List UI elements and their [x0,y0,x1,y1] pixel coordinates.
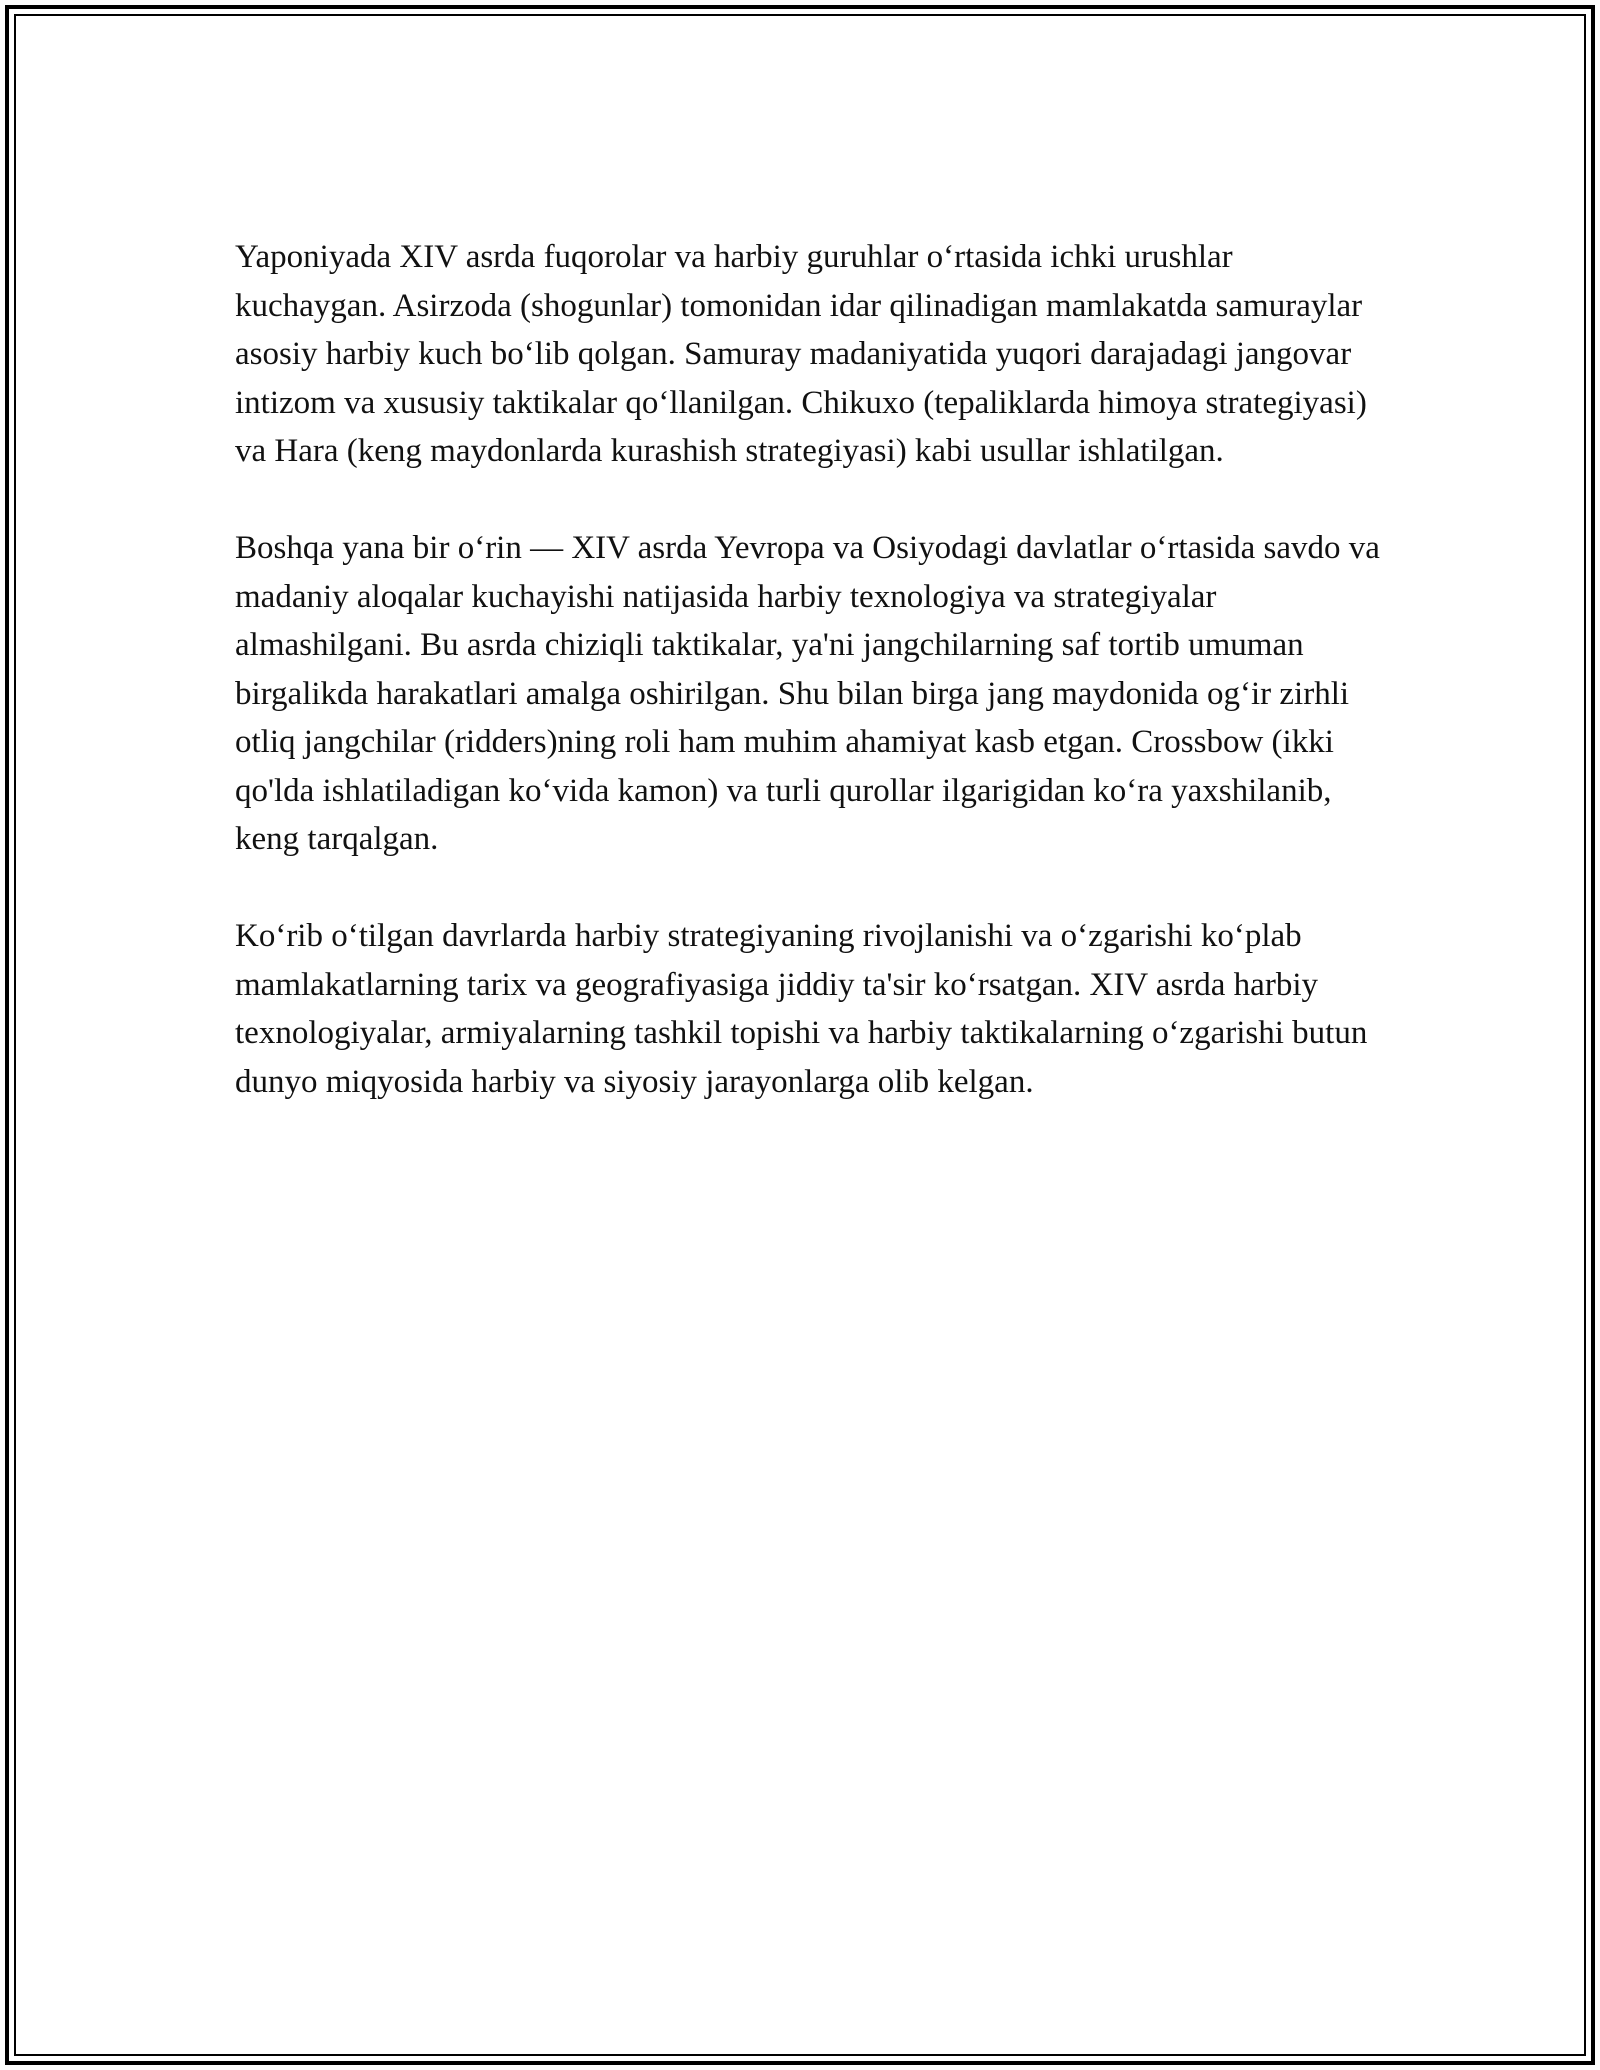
document-body [235,233,1385,1155]
paragraph-1: Yaponiyada XIV asrda fuqorolar va harbiy guruhlar o‘rtasida ichki urushlar kuchaygan. Asirzoda (shogunlar) tomonidan idar qilinadigan mamlakatda samuraylar asosiy harbiy kuch bo‘lib qolgan. Samuray madaniyatida yuqori darajadagi jangovar intizom va xususiy taktikalar qo‘llanilgan. Chikuxo (tepaliklarda himoya strategiyasi) va Hara (keng maydonlarda kurashish strategiyasi) kabi usullar ishlatilgan. [235,239,1367,469]
paragraph-3: Ko‘rib o‘tilgan davrlarda harbiy strategiyaning rivojlanishi va o‘zgarishi ko‘plab mamlakatlarning tarix va geografiyasiga jiddiy ta'sir ko‘rsatgan. XIV asrda harbiy texnologiyalar, armiyalarning tashkil topishi va harbiy taktikalarning o‘zgarishi butun dunyo miqyosida harbiy va siyosiy jarayonlarga olib kelgan. [235,918,1368,1100]
paragraph-2: Boshqa yana bir o‘rin — XIV asrda Yevropa va Osiyodagi davlatlar o‘rtasida savdo va madaniy aloqalar kuchayishi natijasida harbiy texnologiya va strategiyalar almashilgani. Bu asrda chiziqli taktikalar, ya'ni jangchilarning saf tortib umuman birgalikda harakatlari amalga oshirilgan. Shu bilan birga jang maydonida og‘ir zirhli otliq jangchilar (ridders)ning roli ham muhim ahamiyat kasb etgan. Crossbow (ikki qo'lda ishlatiladigan ko‘vida kamon) va turli qurollar ilgarigidan ko‘ra yaxshilanib, keng tarqalgan. [235,530,1380,857]
